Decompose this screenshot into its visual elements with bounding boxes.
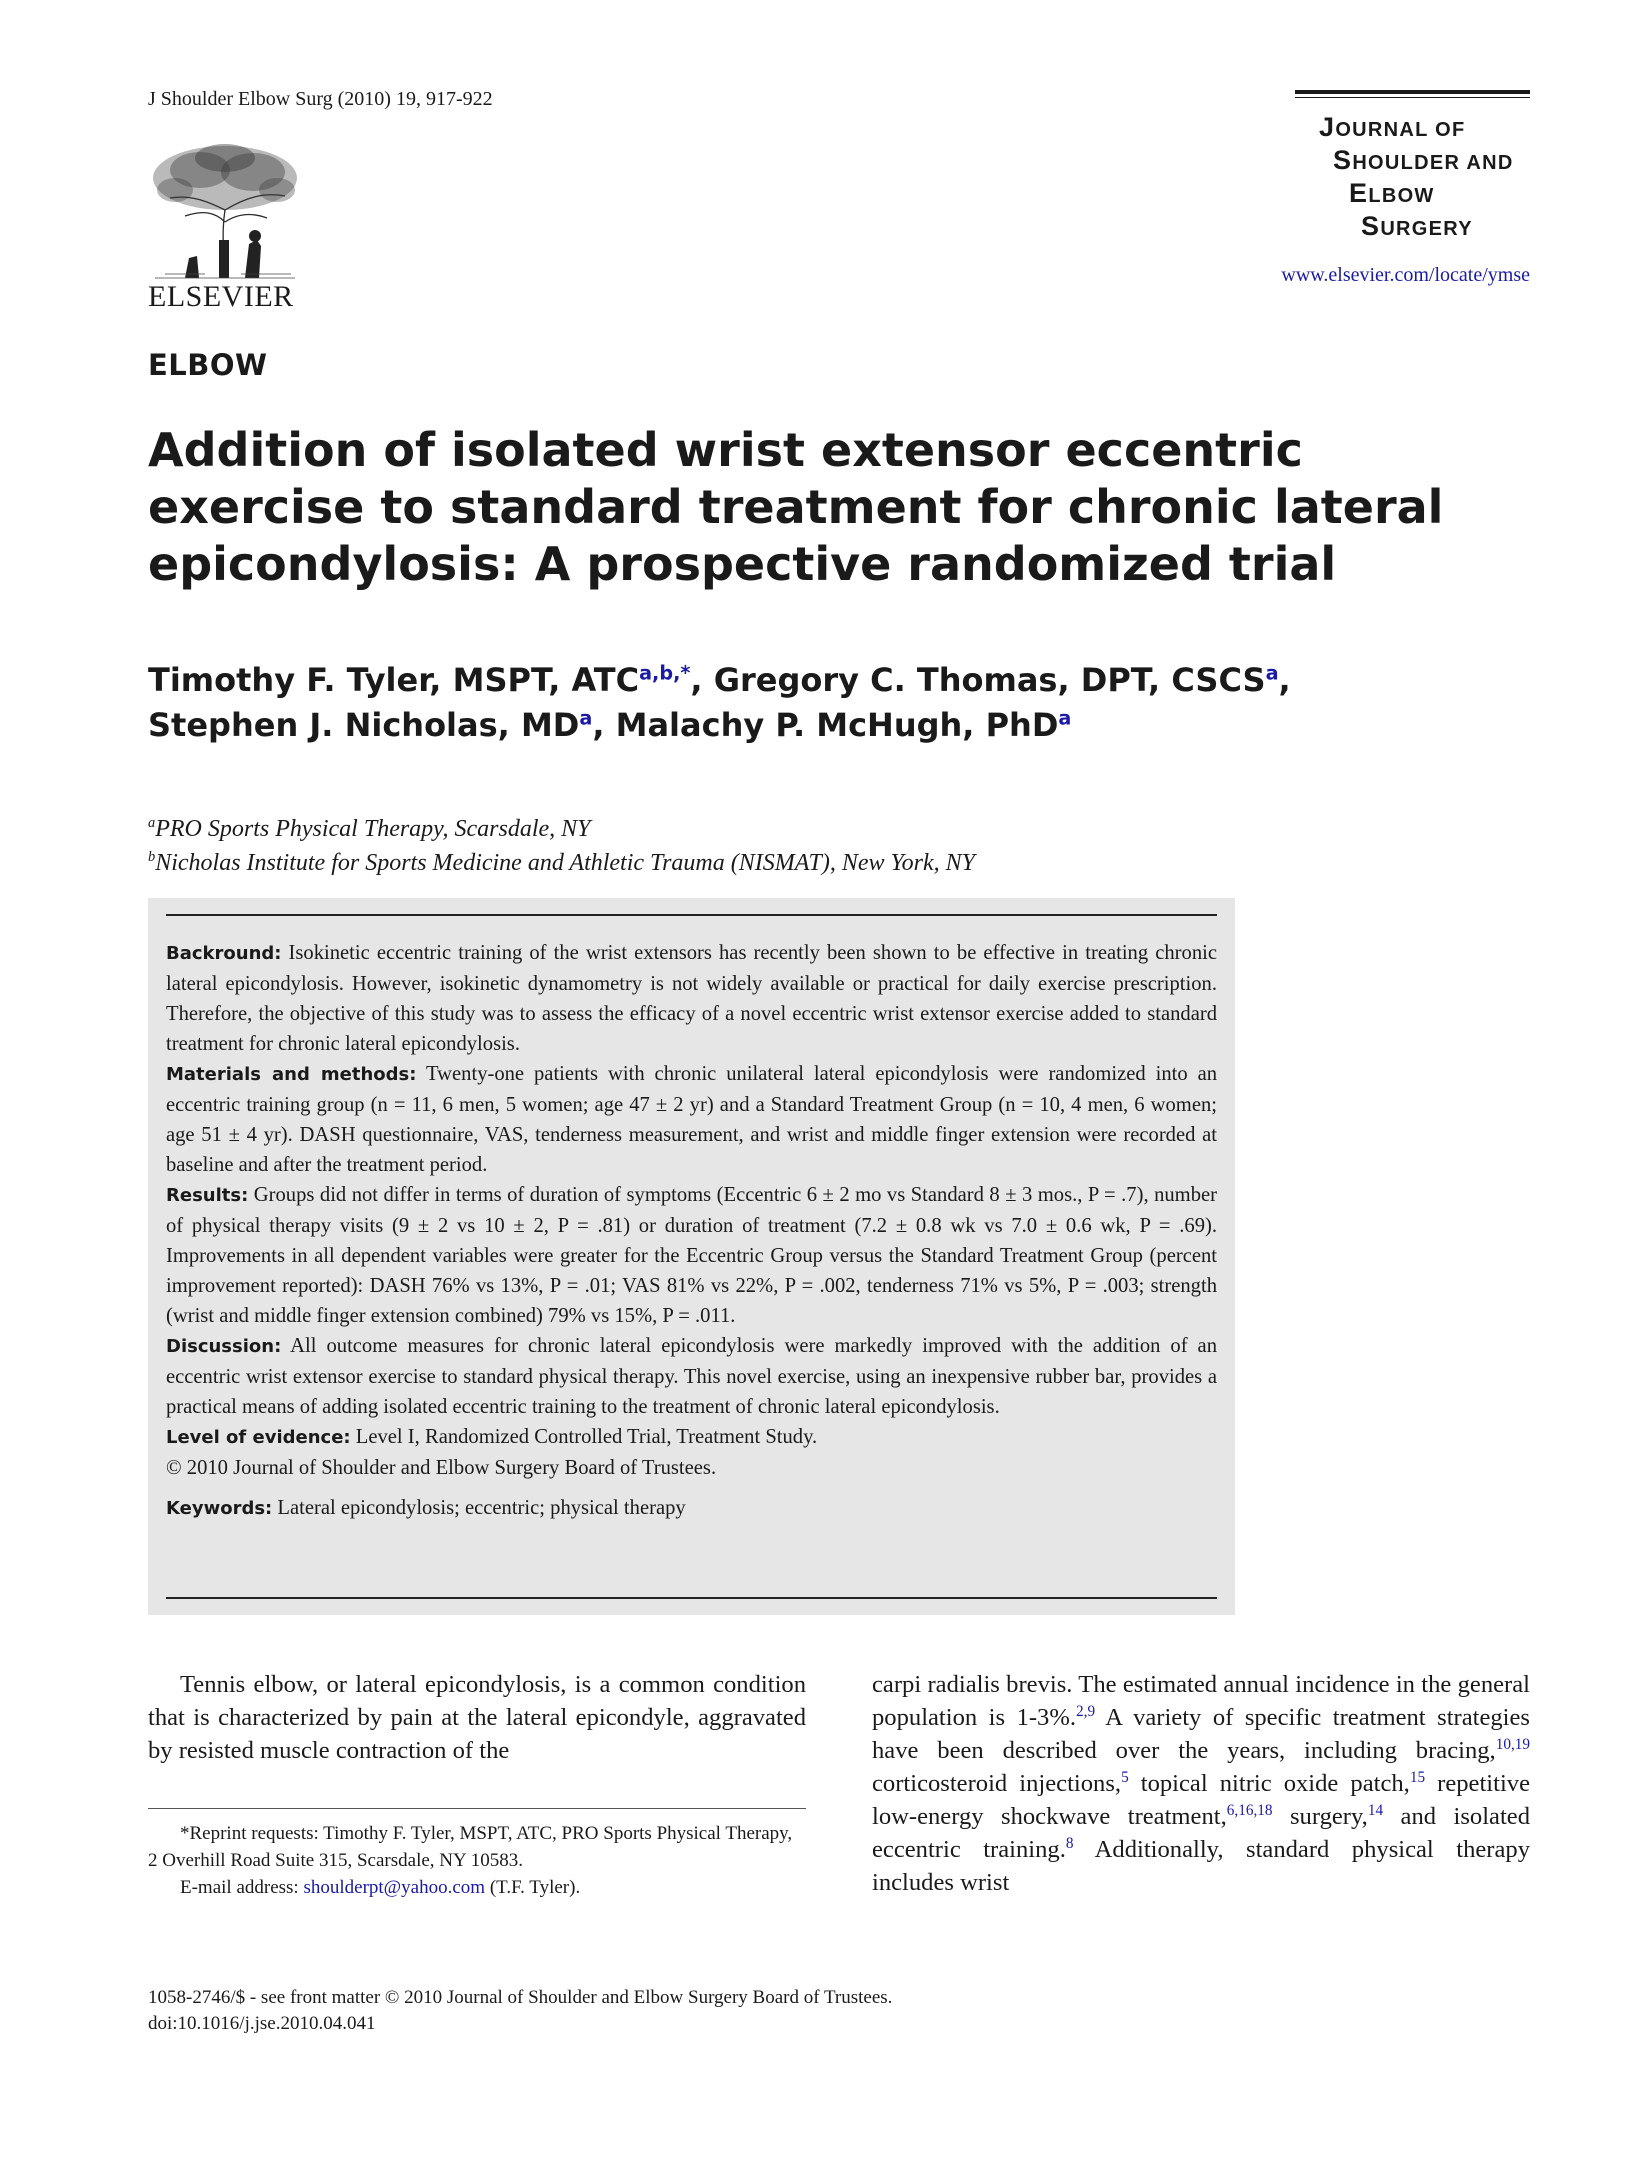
affiliation: $^a$PRO Sports Physical Therapy, Scarsdale, NY: [148, 815, 591, 842]
body-column-left: [148, 1668, 806, 1767]
reference-link[interactable]: 14: [1367, 1801, 1384, 1819]
journal-url-link[interactable]: www.elsevier.com/locate/ymse: [1281, 264, 1530, 286]
footnote: [148, 1820, 806, 1901]
abstract-body: [166, 938, 1217, 1524]
abstract-results: Results: Groups did not differ in terms of duration of symptoms (Eccentric 6 ± 2 mo vs Standard 8 ± 3 mos., P = .7), number of physical therapy visits (9 ± 2 vs 10 ± 2, P = .81) or duration of treatment (7.2 ± 0.8 wk vs 7.0 ± 0.6 wk, P = .69). Improvements in all dependent variables were greater for the Eccentric Group versus the Standard Treatment Group (percent improvement reported): DASH 76% vs 13%, P = .01; VAS 81% vs 22%, P = .002, tenderness 71% vs 5%, P = .003; strength (wrist and middle finger extension combined) 79% vs 15%, P = .011.: [166, 1184, 1217, 1327]
author-affiliation-link[interactable]: a: [1058, 706, 1072, 730]
journal-name-line: SURGERY: [1361, 211, 1473, 241]
affiliation: $^b$Nicholas Institute for Sports Medicine and Athletic Trauma (NISMAT), New York, NY: [148, 849, 975, 876]
reprint-requests: *Reprint requests: Timothy F. Tyler, MSPT, ATC, PRO Sports Physical Therapy, 2 Overhill Road Suite 315, Scarsdale, NY 10583.: [148, 1823, 793, 1871]
footnote-divider: [148, 1808, 806, 1809]
abstract-background: Backround: Isokinetic eccentric training of the wrist extensors has recently been shown to be effective in treating chronic lateral epicondylosis. However, isokinetic dynamometry is not widely available or practical for daily exercise prescription. Therefore, the objective of this study was to assess the efficacy of a novel eccentric wrist extensor exercise added to standard treatment for chronic lateral epicondylosis.: [166, 942, 1217, 1055]
abstract-keywords: Keywords: Lateral epicondylosis; eccentric; physical therapy: [166, 1497, 686, 1519]
abstract-box: [148, 898, 1235, 1615]
journal-name-line: JOURNAL OF: [1319, 112, 1466, 142]
author-name: Stephen J. Nicholas, MD: [148, 706, 580, 744]
reference-link[interactable]: 15: [1409, 1768, 1426, 1786]
abstract-discussion: Discussion: All outcome measures for chronic lateral epicondylosis were markedly improved with the addition of an eccentric wrist extensor exercise to standard physical therapy. This novel exercise, using an inexpensive rubber bar, provides a practical means of adding isolated eccentric training to the treatment of chronic lateral epicondylosis.: [166, 1335, 1217, 1418]
journal-citation: J Shoulder Elbow Surg (2010) 19, 917-922: [148, 88, 493, 110]
abstract-bottom-rule: [166, 1597, 1217, 1599]
body-column-right: [872, 1668, 1530, 1899]
section-label: ELBOW: [148, 348, 268, 382]
email-line: E-mail address: shoulderpt@yahoo.com (T.F. Tyler).: [180, 1877, 581, 1898]
affiliations: [148, 812, 975, 880]
reference-link[interactable]: 5: [1121, 1768, 1129, 1786]
abstract-copyright: © 2010 Journal of Shoulder and Elbow Surgery Board of Trustees.: [166, 1457, 717, 1479]
journal-masthead: [1295, 90, 1530, 254]
abstract-methods: Materials and methods: Twenty-one patients with chronic unilateral lateral epicondylosis were randomized into an eccentric training group (n = 11, 6 men, 5 women; age 47 ± 2 yr) and a Standard Treatment Group (n = 10, 4 men, 6 women; age 51 ± 4 yr). DASH questionnaire, VAS, tenderness measurement, and wrist and middle finger extension were recorded at baseline and after the treatment period.: [166, 1063, 1218, 1176]
article-title: Addition of isolated wrist extensor eccentric exercise to standard treatment for chronic lateral epicondylosis: A prospective randomized trial: [148, 423, 1444, 591]
email-link[interactable]: shoulderpt@yahoo.com: [303, 1877, 486, 1898]
abstract-top-rule: [166, 914, 1217, 916]
front-matter-info: [148, 1985, 892, 2037]
issn-line: 1058-2746/$ - see front matter © 2010 Journal of Shoulder and Elbow Surgery Board of Trustees.: [148, 1987, 893, 2008]
author-affiliation-link[interactable]: a: [579, 706, 593, 730]
author-name: Timothy F. Tyler, MSPT, ATC: [148, 661, 640, 699]
author-affiliation-link[interactable]: a,b,*: [639, 661, 691, 685]
publisher-name: ELSEVIER: [148, 280, 294, 313]
author-name: Gregory C. Thomas, DPT, CSCS: [713, 661, 1266, 699]
author-name: Malachy P. McHugh, PhD: [615, 706, 1059, 744]
abstract-evidence: Level of evidence: Level I, Randomized Controlled Trial, Treatment Study.: [166, 1426, 818, 1448]
journal-name: [1295, 98, 1530, 254]
author-affiliation-link[interactable]: a: [1265, 661, 1279, 685]
doi-line: doi:10.1016/j.jse.2010.04.041: [148, 2013, 376, 2034]
reference-link[interactable]: 2,9: [1076, 1702, 1096, 1720]
journal-name-line: ELBOW: [1349, 178, 1435, 208]
masthead-rule: [1295, 90, 1530, 94]
journal-name-line: SHOULDER AND: [1333, 145, 1514, 175]
reference-link[interactable]: 6,16,18: [1226, 1801, 1273, 1819]
body-paragraph: Tennis elbow, or lateral epicondylosis, is a common condition that is characterized by pain at the lateral epicondyle, aggravated by resisted muscle contraction of the: [148, 1671, 806, 1764]
reference-link[interactable]: 10,19: [1495, 1735, 1530, 1753]
body-paragraph: carpi radialis brevis. The estimated annual incidence in the general population is 1-3%.$^{2,9}$ A variety of specific treatment strategies have been described over the years, including bracing,$^{10,19}$ corticosteroid injections,$^5$ topical nitric oxide patch,$^{15}$ repetitive low-energy shockwave treatment,$^{6,16,18}$ surgery,$^{14}$ and isolated eccentric training.$^8$ Additionally, standard physical therapy includes wrist: [872, 1671, 1531, 1896]
author-list: Timothy F. Tyler, MSPT, $ATC^{a,b,*}$, Gregory C. Thomas, DPT, CSCS$^a$, Stephen J. Nicholas, $MD^a$, Malachy P. McHugh, PhD$^a$: [148, 661, 1291, 744]
reference-link[interactable]: 8: [1065, 1834, 1074, 1852]
